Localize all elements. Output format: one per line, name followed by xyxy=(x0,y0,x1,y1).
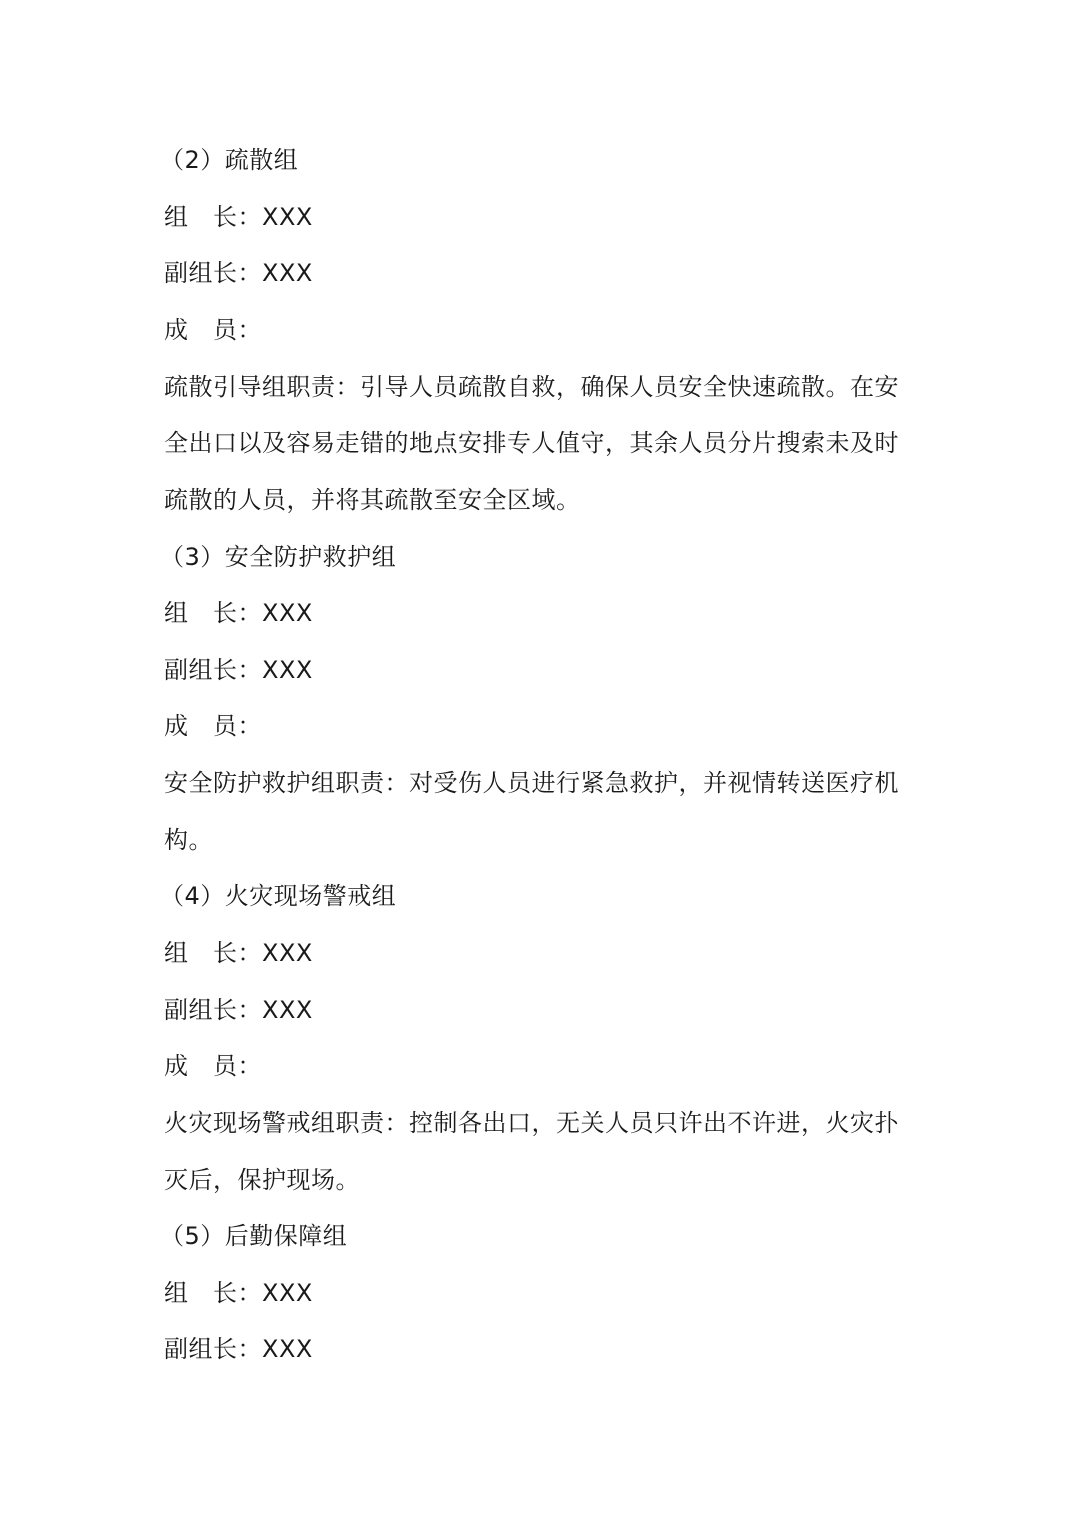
members-line: 成 员： xyxy=(164,1052,262,1080)
duty-paragraph-line: 安全防护救护组职责：对受伤人员进行紧急救护，并视情转送医疗机 xyxy=(164,769,899,797)
deputy-leader-line: 副组长：XXX xyxy=(164,1335,313,1363)
group-leader-line: 组 长：XXX xyxy=(164,203,313,231)
group-leader-line: 组 长：XXX xyxy=(164,939,313,967)
group-leader-line: 组 长：XXX xyxy=(164,599,313,627)
duty-paragraph-line: 灭后，保护现场。 xyxy=(164,1166,360,1194)
duty-paragraph-line: 疏散的人员，并将其疏散至安全区域。 xyxy=(164,486,581,514)
duty-paragraph-line: 全出口以及容易走错的地点安排专人值守，其余人员分片搜索未及时 xyxy=(164,429,899,457)
section-heading-fire-scene-guard: （4）火灾现场警戒组 xyxy=(160,882,397,910)
duty-paragraph-line: 构。 xyxy=(164,826,213,854)
deputy-leader-line: 副组长：XXX xyxy=(164,259,313,287)
section-heading-logistics: （5）后勤保障组 xyxy=(160,1222,348,1250)
section-heading-evacuation: （2）疏散组 xyxy=(160,146,299,174)
deputy-leader-line: 副组长：XXX xyxy=(164,656,313,684)
members-line: 成 员： xyxy=(164,316,262,344)
duty-paragraph-line: 火灾现场警戒组职责：控制各出口，无关人员只许出不许进，火灾扑 xyxy=(164,1109,899,1137)
members-line: 成 员： xyxy=(164,712,262,740)
section-heading-protection-rescue: （3）安全防护救护组 xyxy=(160,543,397,571)
deputy-leader-line: 副组长：XXX xyxy=(164,996,313,1024)
duty-paragraph-line: 疏散引导组职责：引导人员疏散自救，确保人员安全快速疏散。在安 xyxy=(164,373,899,401)
group-leader-line: 组 长：XXX xyxy=(164,1279,313,1307)
